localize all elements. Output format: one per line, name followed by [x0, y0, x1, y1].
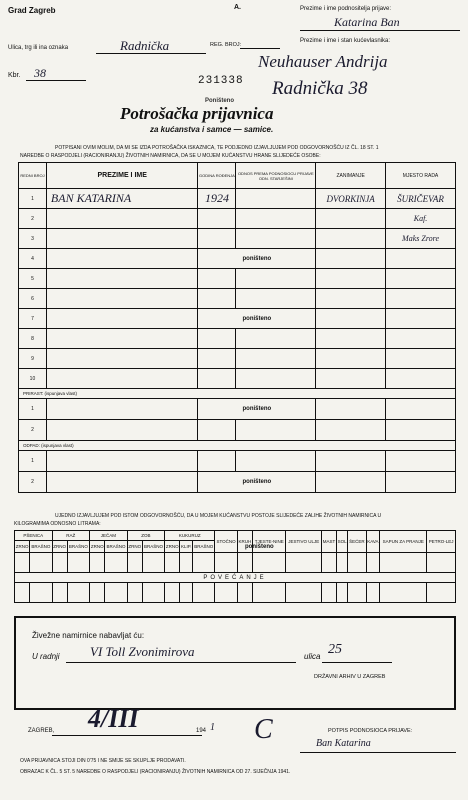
col-zob: ZOB: [127, 531, 165, 541]
col-mast: MAST: [322, 531, 337, 553]
sub-zrno: ZRNO: [15, 541, 30, 553]
footer-place: ZAGREB,: [28, 728, 55, 734]
col-stocno: STOČNO: [215, 531, 237, 553]
stock-stamp: poništeno: [245, 544, 274, 550]
row-number: 7: [19, 309, 47, 329]
table-row: [19, 369, 456, 389]
entry-name: BAN KATARINA: [46, 189, 198, 209]
row-number: 1: [19, 451, 47, 472]
street-label: Ulica, trg ili ina oznaka: [8, 45, 69, 51]
col-raz: RAŽ: [52, 531, 90, 541]
sign-value: Ban Katarina: [316, 738, 371, 749]
row-number: 5: [19, 269, 47, 289]
sub-zrno: ZRNO: [165, 541, 180, 553]
row-number: 2: [19, 420, 47, 441]
kbr-value: 38: [34, 66, 46, 80]
serial-number: 231338: [198, 75, 244, 87]
sub-brasno: BRAŠNO: [142, 541, 164, 553]
store-box-label: Živežne namirnice nabavljat ću:: [32, 631, 145, 640]
store-street-label: ulica: [304, 652, 321, 661]
sub-zrno: ZRNO: [127, 541, 142, 553]
entry-year: 1924: [198, 189, 236, 209]
row-number: 1: [19, 189, 47, 209]
entry-occupation: DVORKINJA: [316, 189, 386, 209]
col-workplace-header: MJESTO RADA: [386, 163, 456, 189]
footer-note-2: OBRAZAC K ČL. 5 ST. 5 NAREDBE O RASPODJELI (RACIONIRANJU) ŽIVOTNIH NAMIRNICA OD 27. SIJEČNJA 1941.: [20, 769, 291, 775]
landlord-value-1: Neuhauser Andrija: [258, 52, 388, 71]
col-no-header: REDNI BROJ: [19, 163, 47, 189]
form-title: Potrošačka prijavnica: [120, 104, 274, 123]
store-box: [14, 616, 456, 710]
row-number: 2: [19, 472, 47, 493]
table-stamp-3: poništeno: [242, 406, 272, 412]
surname-label: Prezime i ime podnositelja prijave:: [300, 6, 392, 12]
footer-mark: C: [254, 714, 273, 745]
entry-workplace-2: Kaf.: [386, 209, 456, 229]
odpad-label: ODPAD: (ispunjava vlast): [19, 441, 456, 451]
stock-table: [14, 530, 456, 603]
col-petrolej: PETRO-LEJ: [427, 531, 456, 553]
store-label: U radnji: [32, 652, 60, 661]
table-row: [19, 229, 456, 249]
table-row: [19, 349, 456, 369]
col-kruh: KRUH: [237, 531, 252, 553]
table-row: [19, 399, 456, 420]
col-year-header: GODINA ROĐENJA: [198, 163, 236, 189]
sub-zrno: ZRNO: [52, 541, 67, 553]
row-number: 4: [19, 249, 47, 269]
table-row: [19, 209, 456, 229]
table-row: [19, 289, 456, 309]
sub-brasno: BRAŠNO: [105, 541, 127, 553]
col-sol: SOL: [337, 531, 348, 553]
surname-value: Katarina Ban: [334, 15, 400, 29]
sub-brasno: BRAŠNO: [30, 541, 52, 553]
sub-brasno: BRAŠNO: [193, 541, 215, 553]
col-kukuruz: KUKURUZ: [165, 531, 215, 541]
landlord-value-2: Radnička 38: [272, 78, 368, 99]
middle-text-1: UJEDNO IZJAVLJUJEM POD ISTOM ODGOVORNOŠĆU, DA U MOJEM KUĆANSTVU POSTOJE SLIJEDEĆE ZALIHE ŽIVOTNIH NAMIRNICA U: [55, 513, 382, 519]
table-row: [19, 249, 456, 269]
table-row: [19, 451, 456, 472]
povecanje-label: POVEĆANJE: [15, 573, 456, 583]
store-value: VI Toll Zvonimirova: [90, 644, 195, 659]
prirast-label: PRIRAST: (ispunjava vlast): [19, 389, 456, 399]
col-sapun: SAPUN ZA PRANJE: [380, 531, 427, 553]
col-kava: KAVA: [366, 531, 380, 553]
row-number: 2: [19, 209, 47, 229]
col-relation-header: ODNOS PREMA PODNOSIOCU PRIJAVE ODN. STARJEŠINI: [236, 163, 316, 189]
col-ulje: JESTIVO ULJE: [286, 531, 322, 553]
table-stamp-4: poništeno: [242, 479, 272, 485]
form-letter: A.: [234, 4, 241, 11]
intro-text-1: POTPISANI OVIM MOLIM, DA MI SE IZDA POTROŠAČKA ISKAZNICA, TE PODJEDNO IZJAVLJUJEM POD ODGOVORNOŠĆU IZ ČL. 18 ST. 1: [55, 145, 379, 151]
sub-klip: KLIP.: [180, 541, 193, 553]
reg-label: REG. BROJ:: [210, 42, 242, 48]
table-row: [19, 269, 456, 289]
footer-note-1: OVA PRIJAVNICA STOJI DIN 0'75 I NE SMIJE SE SKUPLJE PRODAVATI.: [20, 758, 186, 764]
row-number: 3: [19, 229, 47, 249]
col-jecam: JEČAM: [90, 531, 128, 541]
intro-text-2: NAREDBE O RASPODJELI (RACIONIRANJU) ŽIVOTNIH NAMIRNICA, DA SE U MOJEM KUĆANSTVU HRANE SLIJEDEĆE OSOBE:: [20, 153, 321, 159]
footer-date: 4/III: [88, 704, 139, 733]
household-table: [18, 162, 456, 493]
table-row: [19, 189, 456, 209]
archive-label: DRŽAVNI ARHIV U ZAGREB: [314, 674, 386, 680]
col-psenica: PŠENICA: [15, 531, 53, 541]
footer-year: 194: [196, 728, 207, 734]
table-row: [19, 309, 456, 329]
table-row: [19, 329, 456, 349]
row-number: 6: [19, 289, 47, 309]
row-number: 10: [19, 369, 47, 389]
col-name-header: PREZIME I IME: [46, 163, 198, 189]
col-occupation-header: ZANIMANJE: [316, 163, 386, 189]
row-number: 1: [19, 399, 47, 420]
entry-workplace: ŠURIČEVAR: [386, 189, 456, 209]
col-tjestenine: TJESTE-NINE: [253, 531, 286, 553]
entry-workplace-3: Maks Zrore: [386, 229, 456, 249]
landlord-label: Prezime i ime i stan kućevlasnika:: [300, 38, 391, 44]
middle-text-2: KILOGRAMIMA ODNOSNO LITRAMA:: [14, 521, 101, 527]
row-number: 9: [19, 349, 47, 369]
col-secer: ŠEĆER: [348, 531, 366, 553]
sub-brasno: BRAŠNO: [67, 541, 89, 553]
store-street-number: 25: [328, 642, 342, 657]
title-stamp: Poništeno: [205, 98, 235, 104]
table-row: [19, 420, 456, 441]
row-number: 8: [19, 329, 47, 349]
table-row: [19, 472, 456, 493]
table-stamp: poništeno: [242, 255, 272, 262]
table-stamp-2: poništeno: [242, 315, 272, 322]
street-value: Radnička: [120, 38, 170, 53]
form-subtitle: za kućanstva i samce — samice.: [150, 125, 274, 134]
sub-zrno: ZRNO: [90, 541, 105, 553]
footer-year-hand: 1: [210, 722, 215, 733]
kbr-label: Kbr.: [8, 72, 21, 79]
sign-label: POTPIS PODNOSIOCA PRIJAVE:: [328, 728, 413, 734]
city-name: Grad Zagreb: [8, 6, 56, 15]
